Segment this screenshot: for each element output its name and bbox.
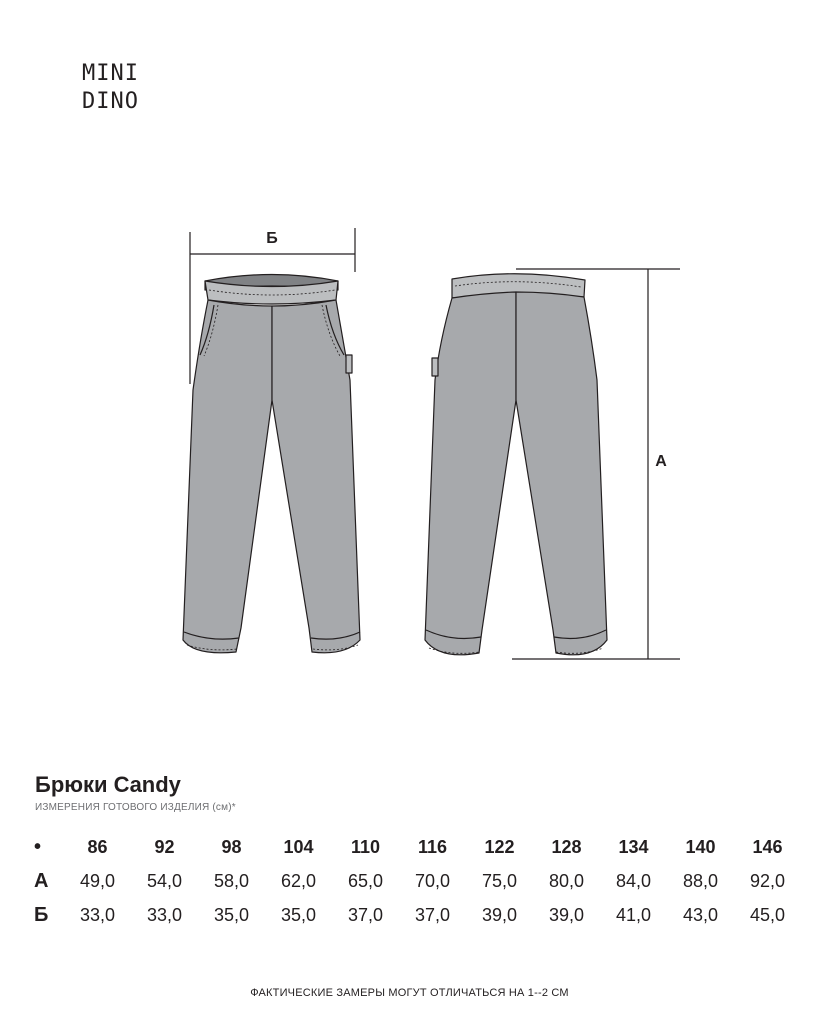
size-header-cell: 92 xyxy=(154,836,175,857)
measurement-cell: 37,0 xyxy=(347,904,384,925)
size-header-cell: 146 xyxy=(752,836,783,857)
size-header-cell: 104 xyxy=(283,836,314,857)
size-header-cell: 140 xyxy=(685,836,716,857)
row-label-b: Б xyxy=(34,903,49,926)
measurement-cell: 49,0 xyxy=(79,870,116,891)
measurement-cell: 75,0 xyxy=(481,870,518,891)
table-row xyxy=(28,864,801,898)
length-label: А xyxy=(655,453,667,470)
measurement-cell: 58,0 xyxy=(213,870,250,891)
size-header-cell: 110 xyxy=(350,836,381,857)
measurement-cell: 92,0 xyxy=(749,870,786,891)
measurement-cell: 35,0 xyxy=(280,904,317,925)
measurement-cell: 70,0 xyxy=(414,870,451,891)
measurement-cell: 80,0 xyxy=(548,870,585,891)
table-corner-bullet: • xyxy=(34,835,42,858)
row-label-a: А xyxy=(34,869,49,892)
width-label: Б xyxy=(266,230,278,247)
pants-back-view xyxy=(425,274,607,655)
pants-front-view xyxy=(183,275,360,653)
measurement-cell: 37,0 xyxy=(414,904,451,925)
size-header-cell: 128 xyxy=(551,836,582,857)
measurement-cell: 45,0 xyxy=(749,904,786,925)
measurement-cell: 39,0 xyxy=(548,904,585,925)
size-table xyxy=(28,830,801,932)
brand-line-2: DINO xyxy=(82,89,139,114)
product-title: Брюки Candy xyxy=(35,772,181,797)
product-subtitle: ИЗМЕРЕНИЯ ГОТОВОГО ИЗДЕЛИЯ (см)* xyxy=(35,802,236,813)
measurement-cell: 84,0 xyxy=(615,870,652,891)
size-header-cell: 86 xyxy=(87,836,108,857)
measurement-cell: 43,0 xyxy=(682,904,719,925)
measurement-cell: 33,0 xyxy=(146,904,183,925)
measurement-cell: 65,0 xyxy=(347,870,384,891)
measurement-cell: 88,0 xyxy=(682,870,719,891)
measurement-cell: 33,0 xyxy=(79,904,116,925)
measurement-cell: 54,0 xyxy=(146,870,183,891)
measurement-disclaimer: ФАКТИЧЕСКИЕ ЗАМЕРЫ МОГУТ ОТЛИЧАТЬСЯ НА 1--2 СМ xyxy=(250,987,569,999)
measurement-cell: 41,0 xyxy=(615,904,652,925)
size-header-cell: 98 xyxy=(221,836,242,857)
size-header-cell: 134 xyxy=(618,836,649,857)
measurement-cell: 39,0 xyxy=(481,904,518,925)
measurement-cell: 62,0 xyxy=(280,870,317,891)
table-row xyxy=(28,898,801,932)
measurement-cell: 35,0 xyxy=(213,904,250,925)
brand-line-1: MINI xyxy=(82,61,139,86)
size-header-cell: 122 xyxy=(484,836,515,857)
size-header-cell: 116 xyxy=(417,836,448,857)
size-header-row xyxy=(28,830,801,864)
